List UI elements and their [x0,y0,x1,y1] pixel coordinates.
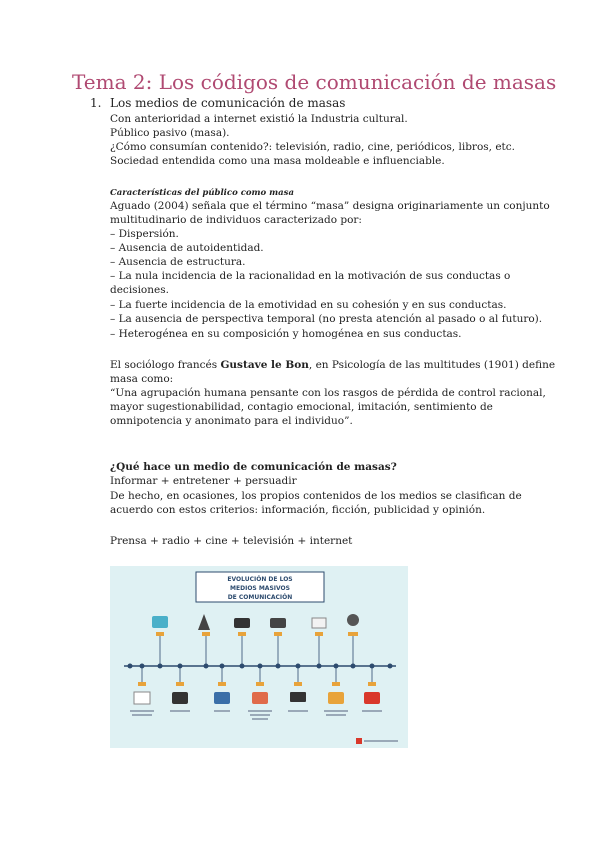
telephone-icon [172,692,188,704]
paragraph-line [110,358,555,372]
blog-icon [328,692,344,704]
people-icon [347,614,359,626]
list-item: – Ausencia de estructura. [110,256,246,268]
list-item: – Ausencia de autoidentidad. [110,242,264,254]
lower-connectors [142,668,372,682]
infographic-svg [110,566,408,748]
infographic-title-3: DE COMUNICACIÓN [227,594,293,601]
section-heading: Los medios de comunicación de masas [110,96,346,110]
upper-icons [152,614,359,636]
paragraph-line: Con anterioridad a internet existió la Industria cultural. [110,113,408,125]
list-item: decisiones. [110,284,169,296]
list-item: – La nula incidencia de la racionalidad en la motivación de sus conductas o [110,270,511,282]
upper-connectors [160,636,353,664]
film-camera-icon [214,692,230,704]
section-number: 1. [90,96,102,110]
infographic-title-2: MEDIOS MASIVOS [230,585,290,592]
quote-line: “Una agrupación humana pensante con los rasgos de pérdida de control racional, [110,387,546,399]
lower-icons [134,682,380,704]
subheading: Características del público como masa [110,188,294,198]
lebon-post: , en Psicología de las multitudes (1901) define [308,359,556,371]
antenna-icon [198,614,210,630]
quote-line: mayor sugestionabilidad, contagio emocional, imitación, sentimiento de [110,401,493,413]
list-item: – La ausencia de perspectiva temporal (no presta atención al pasado o al futuro). [110,313,543,325]
video-icon [364,692,380,704]
author-name: Gustave le Bon [220,359,309,371]
paragraph-line: Informar + entretener + persuadir [110,475,297,487]
list-item: – Dispersión. [110,228,179,240]
formula-line: Prensa + radio + cine + televisión + internet [110,535,353,547]
paragraph-line: acuerdo con estos criterios: información, ficción, publicidad y opinión. [110,504,486,516]
paragraph-line: masa como: [110,373,174,385]
newspaper-icon [134,692,150,704]
infographic-title-1: EVOLUCIÓN DE LOS [227,576,293,583]
list-item: – La fuerte incidencia de la emotividad en su cohesión y en sus conductas. [110,299,507,311]
tv-icon [152,616,168,628]
paragraph-line: Sociedad entendida como una masa moldeable e influenciable. [110,155,445,167]
paragraph-line: Público pasivo (masa). [110,127,230,139]
router-icon [312,618,326,628]
page-title: Tema 2: Los códigos de comunicación de masas [72,70,557,94]
radio-icon [234,618,250,628]
media-evolution-infographic [110,566,408,748]
paragraph-line: Aguado (2004) señala que el término “masa” designa originariamente un conjunto [110,200,550,212]
source-logo-icon [356,738,362,744]
paragraph-line: De hecho, en ocasiones, los propios contenidos de los medios se clasifican de [110,490,522,502]
caption-bars [130,710,382,720]
paragraph-line: multitudinario de individuos caracterizado por: [110,214,362,226]
paragraph-line: ¿Cómo consumían contenido?: televisión, radio, cine, periódicos, libros, etc. [110,141,515,153]
television-icon [252,692,268,704]
list-item: – Heterogénea en su composición y homogénea en sus conductas. [110,328,462,340]
computer-icon [290,692,306,702]
subheading: ¿Qué hace un medio de comunicación de masas? [110,461,397,473]
camera-icon [270,618,286,628]
quote-line: omnipotencia y anonimato para el individuo”. [110,415,353,427]
lebon-pre: El sociólogo francés [110,359,221,371]
